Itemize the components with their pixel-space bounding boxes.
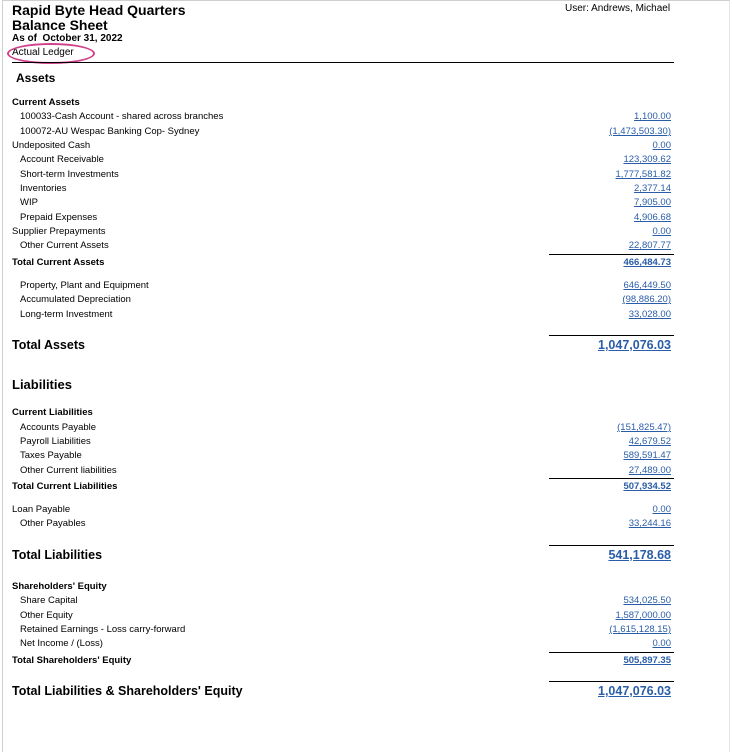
total-assets-rule: [549, 335, 674, 336]
asset-row-value[interactable]: 4,906.68: [634, 212, 671, 223]
asset-row-label: Account Receivable: [20, 154, 104, 165]
asset-row-value[interactable]: 2,377.14: [634, 183, 671, 194]
asset-row-value[interactable]: 22,807.77: [628, 240, 671, 251]
total-equity-value[interactable]: 505,897.35: [623, 655, 671, 666]
asset-row-label: Other Current Assets: [20, 240, 109, 251]
asset-row-value[interactable]: 123,309.62: [623, 154, 671, 165]
equity-row-value[interactable]: 534,025.50: [623, 595, 671, 606]
current-liabilities-title: Current Liabilities: [12, 407, 93, 418]
ledger-name: Actual Ledger: [12, 47, 74, 58]
grand-total-value[interactable]: 1,047,076.03: [598, 684, 671, 698]
equity-row-label: Share Capital: [20, 595, 78, 606]
user-label: User: Andrews, Michael: [565, 3, 671, 14]
asset-row-value[interactable]: 0.00: [652, 140, 671, 151]
assets-title: Assets: [16, 71, 56, 85]
total-liabilities-rule: [549, 545, 674, 546]
equity-row-value[interactable]: 1,587,000.00: [615, 610, 671, 621]
liability-row-value[interactable]: 589,591.47: [623, 450, 671, 461]
asset-row-label: Undeposited Cash: [12, 140, 91, 151]
liability-other-label: Loan Payable: [12, 504, 71, 515]
asset-row-value[interactable]: 1,777,581.82: [615, 169, 671, 180]
report-page: [2, 0, 730, 752]
total-current-assets-label: Total Current Assets: [12, 257, 105, 268]
liability-row-label: Accounts Payable: [20, 422, 97, 433]
asset-row-label: WIP: [20, 197, 38, 208]
subtotal-rule: [549, 652, 674, 653]
subtotal-rule: [549, 254, 674, 255]
total-assets-label: Total Assets: [12, 338, 85, 352]
current-assets-title: Current Assets: [12, 97, 80, 108]
noncurrent-asset-label: Long-term Investment: [20, 309, 113, 320]
grand-total-label: Total Liabilities & Shareholders' Equity: [12, 684, 243, 698]
asset-row-label: Prepaid Expenses: [20, 212, 98, 223]
liabilities-title: Liabilities: [12, 377, 72, 392]
total-equity-label: Total Shareholders' Equity: [12, 655, 132, 666]
noncurrent-asset-value[interactable]: 33,028.00: [628, 309, 671, 320]
subtotal-rule: [549, 478, 674, 479]
total-liabilities-label: Total Liabilities: [12, 548, 103, 562]
company-name: Rapid Byte Head Quarters: [12, 2, 186, 18]
total-current-assets-value[interactable]: 466,484.73: [623, 257, 671, 268]
asset-row-value[interactable]: 7,905.00: [634, 197, 671, 208]
equity-title: Shareholders' Equity: [12, 581, 107, 592]
asset-row-value[interactable]: 1,100.00: [634, 111, 671, 122]
asset-row-label: Short-term Investments: [20, 169, 119, 180]
liability-row-value[interactable]: (151,825.47): [617, 422, 671, 433]
liability-other-value[interactable]: 33,244.16: [628, 518, 671, 529]
noncurrent-asset-value[interactable]: 646,449.50: [623, 280, 671, 291]
grand-total-rule: [549, 681, 674, 682]
equity-row-label: Net Income / (Loss): [20, 638, 103, 649]
equity-row-label: Retained Earnings - Loss carry-forward: [20, 624, 186, 635]
header-divider: [12, 62, 674, 63]
equity-row-value[interactable]: (1,615,128.15): [609, 624, 671, 635]
as-of-date: As of October 31, 2022: [12, 33, 123, 44]
noncurrent-asset-value[interactable]: (98,886.20): [622, 294, 671, 305]
liability-row-label: Taxes Payable: [20, 450, 82, 461]
liability-row-value[interactable]: 42,679.52: [628, 436, 671, 447]
liability-row-value[interactable]: 27,489.00: [628, 465, 671, 476]
total-current-liabilities-value[interactable]: 507,934.52: [623, 481, 671, 492]
liability-row-label: Other Current liabilities: [20, 465, 117, 476]
liability-row-label: Payroll Liabilities: [20, 436, 91, 447]
liability-other-label: Other Payables: [20, 518, 86, 529]
report-title: Balance Sheet: [12, 17, 108, 33]
total-assets-value[interactable]: 1,047,076.03: [598, 338, 671, 352]
equity-row-label: Other Equity: [20, 610, 73, 621]
asset-row-value[interactable]: (1,473,503.30): [609, 126, 671, 137]
total-current-liabilities-label: Total Current Liabilities: [12, 481, 118, 492]
liability-other-value[interactable]: 0.00: [652, 504, 671, 515]
asset-row-value[interactable]: 0.00: [652, 226, 671, 237]
noncurrent-asset-label: Accumulated Depreciation: [20, 294, 131, 305]
asset-row-label: Inventories: [20, 183, 67, 194]
equity-row-value[interactable]: 0.00: [652, 638, 671, 649]
asset-row-label: Supplier Prepayments: [12, 226, 106, 237]
ledger-highlight-circle: [7, 43, 95, 64]
total-liabilities-value[interactable]: 541,178.68: [608, 548, 671, 562]
asset-row-label: 100072-AU Wespac Banking Cop- Sydney: [20, 126, 200, 137]
noncurrent-asset-label: Property, Plant and Equipment: [20, 280, 149, 291]
asset-row-label: 100033-Cash Account - shared across branches: [20, 111, 224, 122]
